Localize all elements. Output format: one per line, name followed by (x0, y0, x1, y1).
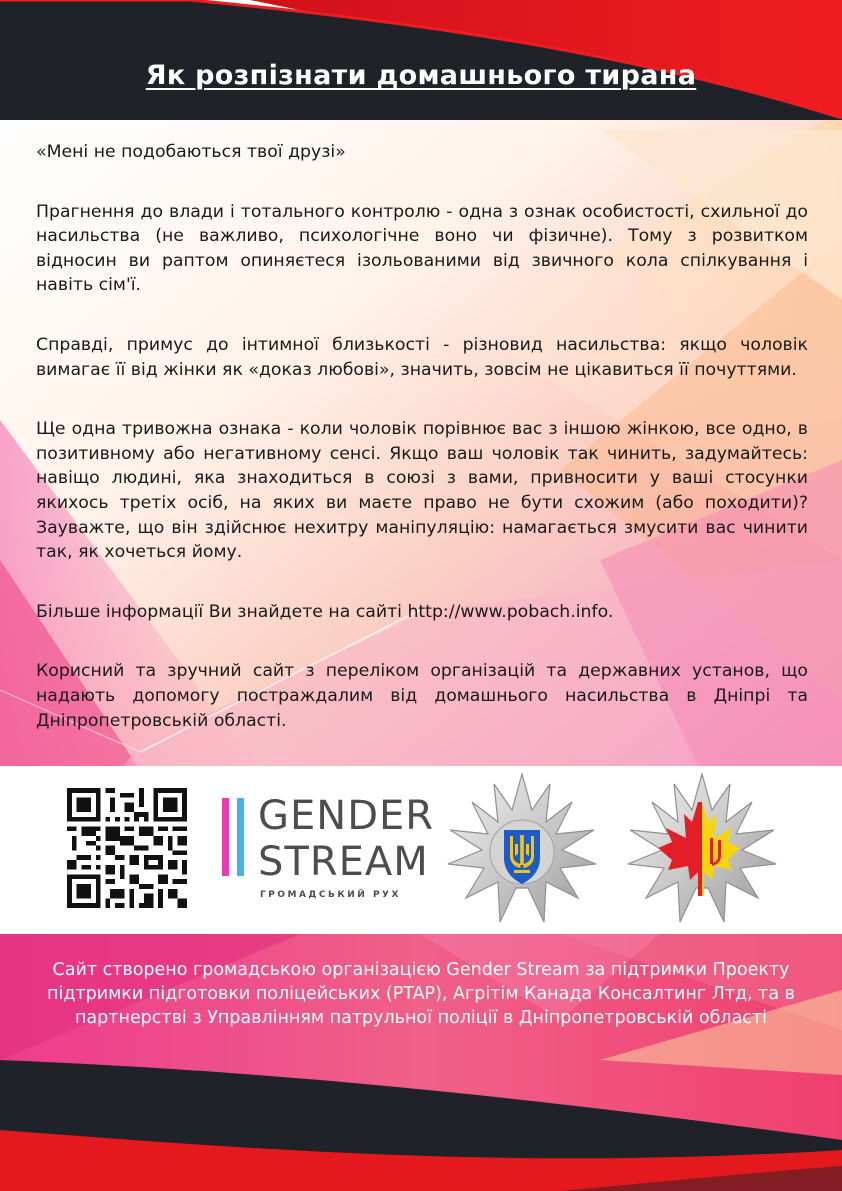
canada-maple-star-icon (622, 772, 782, 932)
paragraph-comparison: Ще одна тривожна ознака - коли чоловік порівнює вас з іншою жінкою, все одно, в позитивному або негативному сенсі. Якщо ваш чоловік так чинить, задумайтесь: навіщо людині, яка знаходиться в союзі з вами, привносити у ваші стосунки якихось третіх осіб, на яких ви маєте право не бути схожим (або походити)? Зауважте, що він здійснює нехитру маніпуляцію: намагається змусити вас чинити так, як хочеться йому. (36, 419, 808, 563)
article-body (36, 140, 808, 768)
footer-credits: Сайт створено громадською організацією Gender Stream за підтримки Проекту підтримки підготовки поліцейських (PTAP), Агрітім Канада Консалтинг Лтд, та в партнерстві з Управлінням патрульної поліції в Дніпропетровській області (47, 960, 795, 1028)
partner-logos (0, 766, 842, 934)
paragraph-intimacy: Справді, примус до інтимної близькості - різновид насильства: якщо чоловік вимагає її від жінки як «доказ любові», значить, зовсім не цікавиться її почуттями. (36, 334, 808, 380)
paragraph-quote: «Мені не подобаються твої друзі» (36, 142, 346, 162)
ukraine-police-star-icon (442, 772, 602, 932)
paragraph-control: Прагнення до влади і тотального контролю - одна з ознак особистості, схильної до насильства (не важливо, психологічне воно чи фізичне). Тому з розвитком відносин ви раптом опиняєтеся ізольованими від звичного кола спілкування і навіть сім'ї. (36, 201, 808, 296)
gender-stream-pink-bar (222, 798, 229, 876)
gender-stream-word-gender: GENDER (258, 793, 435, 839)
page-title: Як розпізнати домашнього тирана (145, 60, 697, 91)
paragraph-useful-site: Корисний та зручний сайт з переліком організацій та державних установ, що надають допомогу постраждалим від домашнього насильства в Дніпрі та Дніпропетровській області. (36, 661, 808, 731)
qr-code-icon (67, 788, 187, 908)
paragraph-more-info: Більше інформації Ви знайдете на сайті http://www.pobach.info. (36, 601, 614, 622)
gender-stream-blue-bar (237, 798, 244, 876)
gender-stream-word-stream: STREAM (258, 839, 429, 885)
gender-stream-logo (218, 793, 435, 912)
gender-stream-subtitle: ГРОМАДСЬКИЙ РУХ (260, 890, 401, 900)
